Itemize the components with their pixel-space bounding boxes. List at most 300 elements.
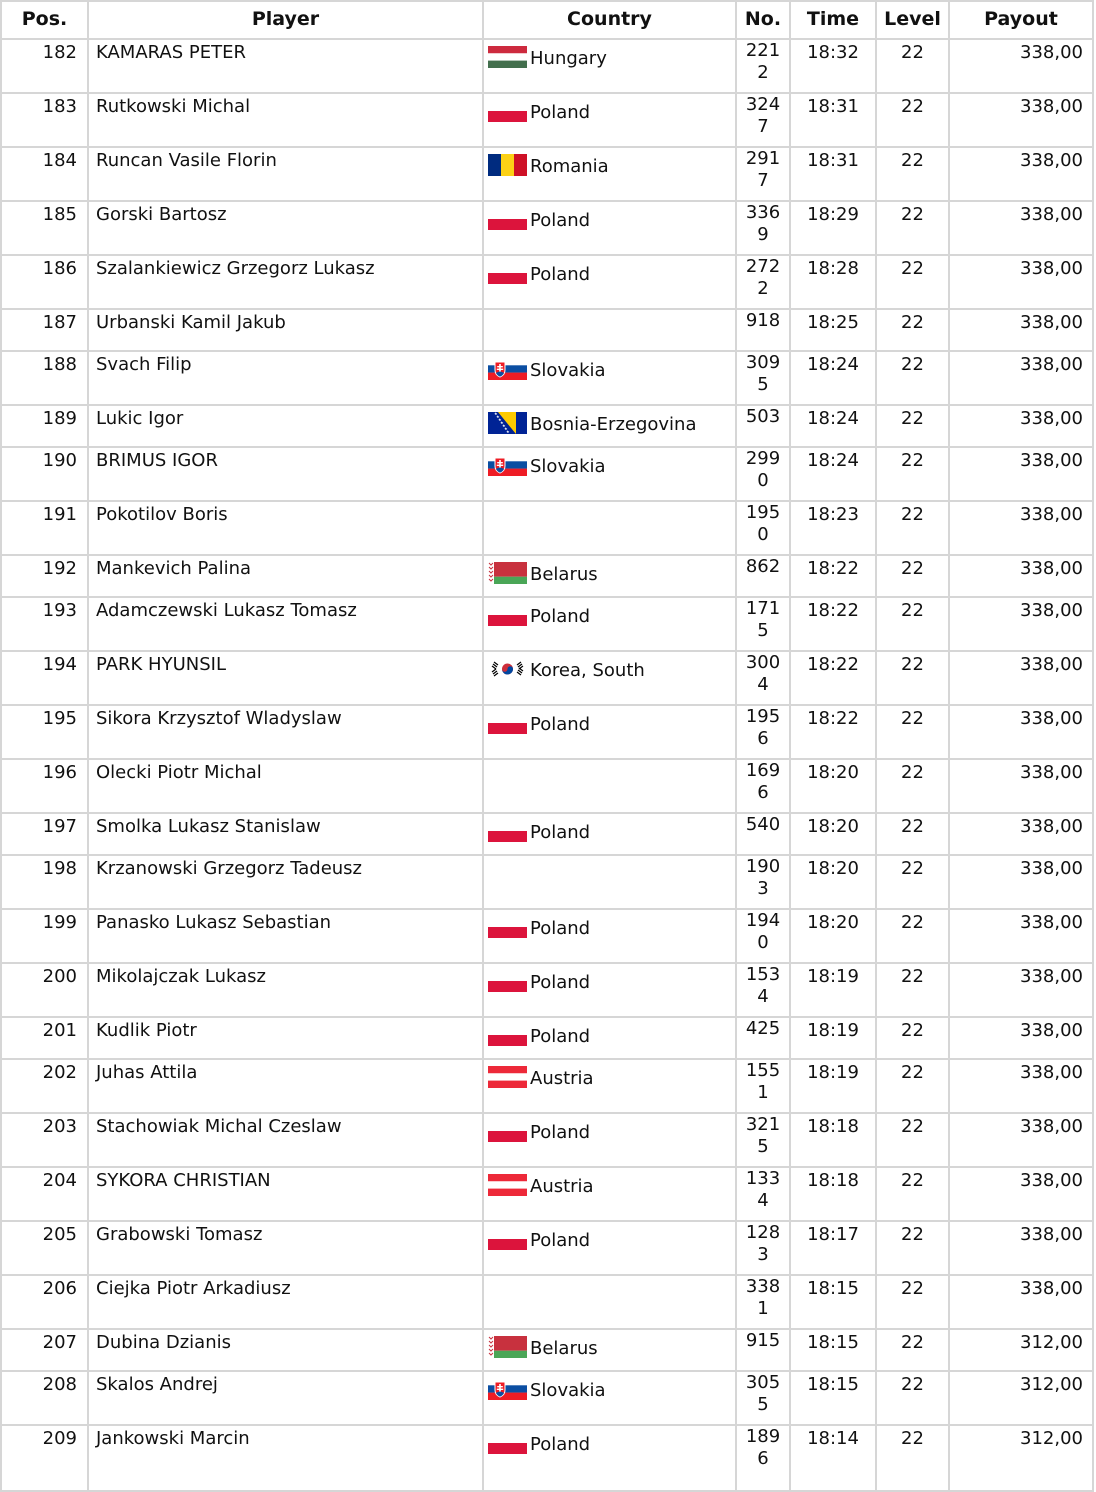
- country-cell: [483, 1113, 736, 1167]
- level-cell: 22: [876, 447, 949, 501]
- time-cell: 18:31: [790, 93, 876, 147]
- time-cell: 18:28: [790, 255, 876, 309]
- level-cell: 22: [876, 651, 949, 705]
- pos-cell: 193: [1, 597, 88, 651]
- country-cell: [483, 597, 736, 651]
- payout-cell: 312,00: [949, 1425, 1093, 1491]
- slovakia-flag-icon: [488, 358, 527, 380]
- time-cell: 18:22: [790, 651, 876, 705]
- player-cell: Sikora Krzysztof Wladyslaw: [88, 705, 483, 759]
- payout-cell: 338,00: [949, 813, 1093, 855]
- time-cell: 18:32: [790, 39, 876, 93]
- poland-flag-icon: [488, 970, 527, 992]
- country-cell: [483, 855, 736, 909]
- level-cell: 22: [876, 759, 949, 813]
- time-cell: 18:19: [790, 963, 876, 1017]
- country-name: Hungary: [530, 48, 607, 69]
- level-cell: 22: [876, 855, 949, 909]
- table-row: [1, 255, 1093, 309]
- time-cell: 18:24: [790, 405, 876, 447]
- poland-flag-icon: [488, 262, 527, 284]
- time-cell: 18:19: [790, 1017, 876, 1059]
- pos-cell: 198: [1, 855, 88, 909]
- country-cell: [483, 309, 736, 351]
- payout-cell: 338,00: [949, 963, 1093, 1017]
- country-name: Austria: [530, 1068, 594, 1089]
- no-value: 3095: [745, 352, 781, 395]
- no-value: 3381: [745, 1276, 781, 1319]
- no-value: 1940: [745, 910, 781, 953]
- payout-cell: 338,00: [949, 501, 1093, 555]
- pos-cell: 202: [1, 1059, 88, 1113]
- player-cell: Pokotilov Boris: [88, 501, 483, 555]
- time-cell: 18:14: [790, 1425, 876, 1491]
- payout-cell: 338,00: [949, 447, 1093, 501]
- country-name: Poland: [530, 822, 591, 843]
- pos-cell: 191: [1, 501, 88, 555]
- payout-cell: 338,00: [949, 909, 1093, 963]
- country-name: Poland: [530, 972, 591, 993]
- pos-cell: 204: [1, 1167, 88, 1221]
- table-row: [1, 909, 1093, 963]
- no-value: 2722: [745, 256, 781, 299]
- table-row: [1, 351, 1093, 405]
- pos-cell: 206: [1, 1275, 88, 1329]
- table-row: [1, 447, 1093, 501]
- player-cell: Svach Filip: [88, 351, 483, 405]
- romania-flag-icon: [488, 154, 527, 176]
- no-value: 3247: [745, 94, 781, 137]
- country-name: Belarus: [530, 1338, 598, 1359]
- no-cell: [736, 351, 790, 405]
- payout-cell: 338,00: [949, 147, 1093, 201]
- level-cell: 22: [876, 1017, 949, 1059]
- no-value: 1896: [745, 1426, 781, 1469]
- level-cell: 22: [876, 501, 949, 555]
- time-cell: 18:15: [790, 1329, 876, 1371]
- payout-cell: 338,00: [949, 255, 1093, 309]
- svg-text:★: ★: [504, 426, 508, 431]
- level-cell: 22: [876, 1275, 949, 1329]
- payout-cell: 338,00: [949, 597, 1093, 651]
- table-row: [1, 555, 1093, 597]
- payout-cell: 338,00: [949, 1059, 1093, 1113]
- no-cell: [736, 201, 790, 255]
- no-value: 915: [745, 1330, 781, 1351]
- country-name: Poland: [530, 1026, 591, 1047]
- poland-flag-icon: [488, 1120, 527, 1142]
- svg-text:★: ★: [506, 429, 510, 434]
- pos-cell: 189: [1, 405, 88, 447]
- header-country: Country: [483, 1, 736, 39]
- header-pos: Pos.: [1, 1, 88, 39]
- payout-cell: 338,00: [949, 1167, 1093, 1221]
- player-cell: Stachowiak Michal Czeslaw: [88, 1113, 483, 1167]
- pos-cell: 197: [1, 813, 88, 855]
- country-name: Poland: [530, 1230, 591, 1251]
- table-row: [1, 651, 1093, 705]
- time-cell: 18:20: [790, 855, 876, 909]
- south-korea-flag-icon: [488, 658, 527, 680]
- pos-cell: 185: [1, 201, 88, 255]
- no-cell: [736, 759, 790, 813]
- table-row: [1, 1371, 1093, 1425]
- no-cell: [736, 405, 790, 447]
- payout-cell: 338,00: [949, 855, 1093, 909]
- belarus-flag-icon: [488, 1336, 527, 1358]
- country-name: Poland: [530, 606, 591, 627]
- time-cell: 18:22: [790, 705, 876, 759]
- player-cell: BRIMUS IGOR: [88, 447, 483, 501]
- level-cell: 22: [876, 1425, 949, 1491]
- country-cell: [483, 1017, 736, 1059]
- svg-text:★: ★: [498, 417, 502, 422]
- payout-cell: 338,00: [949, 555, 1093, 597]
- no-cell: [736, 1329, 790, 1371]
- time-cell: 18:15: [790, 1275, 876, 1329]
- header-row: [1, 1, 1093, 39]
- player-cell: Szalankiewicz Grzegorz Lukasz: [88, 255, 483, 309]
- no-value: 540: [745, 814, 781, 835]
- player-cell: Jankowski Marcin: [88, 1425, 483, 1491]
- table-row: [1, 1113, 1093, 1167]
- country-cell: [483, 351, 736, 405]
- no-value: 1283: [745, 1222, 781, 1265]
- country-cell: [483, 705, 736, 759]
- time-cell: 18:18: [790, 1113, 876, 1167]
- pos-cell: 192: [1, 555, 88, 597]
- table-row: [1, 963, 1093, 1017]
- bosnia-flag-icon: [488, 412, 527, 434]
- table-row: [1, 39, 1093, 93]
- header-level: Level: [876, 1, 949, 39]
- no-cell: [736, 255, 790, 309]
- table-row: [1, 93, 1093, 147]
- poland-flag-icon: [488, 916, 527, 938]
- no-value: 3215: [745, 1114, 781, 1157]
- no-value: 1715: [745, 598, 781, 641]
- payout-cell: 338,00: [949, 1275, 1093, 1329]
- no-cell: [736, 501, 790, 555]
- country-cell: [483, 651, 736, 705]
- player-cell: KAMARAS PETER: [88, 39, 483, 93]
- country-name: Slovakia: [530, 456, 606, 477]
- no-cell: [736, 963, 790, 1017]
- pos-cell: 195: [1, 705, 88, 759]
- slovakia-flag-icon: [488, 454, 527, 476]
- payout-cell: 338,00: [949, 39, 1093, 93]
- level-cell: 22: [876, 1113, 949, 1167]
- poland-flag-icon: [488, 100, 527, 122]
- country-cell: [483, 1329, 736, 1371]
- table-row: [1, 597, 1093, 651]
- no-cell: [736, 93, 790, 147]
- country-name: Poland: [530, 264, 591, 285]
- pos-cell: 196: [1, 759, 88, 813]
- time-cell: 18:18: [790, 1167, 876, 1221]
- no-value: 918: [745, 310, 781, 331]
- table-row: [1, 501, 1093, 555]
- no-cell: [736, 1275, 790, 1329]
- svg-text:★: ★: [502, 423, 506, 428]
- table-body: [1, 39, 1093, 1491]
- table-row: [1, 813, 1093, 855]
- level-cell: 22: [876, 555, 949, 597]
- time-cell: 18:20: [790, 759, 876, 813]
- svg-text:★: ★: [500, 420, 504, 425]
- time-cell: 18:29: [790, 201, 876, 255]
- country-cell: [483, 1059, 736, 1113]
- level-cell: 22: [876, 1167, 949, 1221]
- country-name: Poland: [530, 102, 591, 123]
- country-cell: [483, 255, 736, 309]
- level-cell: 22: [876, 963, 949, 1017]
- table-row: [1, 309, 1093, 351]
- no-value: 1950: [745, 502, 781, 545]
- header-time: Time: [790, 1, 876, 39]
- country-cell: [483, 1221, 736, 1275]
- pos-cell: 194: [1, 651, 88, 705]
- level-cell: 22: [876, 405, 949, 447]
- no-cell: [736, 555, 790, 597]
- no-value: 503: [745, 406, 781, 427]
- country-cell: [483, 93, 736, 147]
- country-cell: [483, 201, 736, 255]
- time-cell: 18:20: [790, 813, 876, 855]
- country-name: Slovakia: [530, 360, 606, 381]
- table-row: [1, 405, 1093, 447]
- country-cell: [483, 447, 736, 501]
- country-name: Austria: [530, 1176, 594, 1197]
- time-cell: 18:22: [790, 555, 876, 597]
- level-cell: 22: [876, 813, 949, 855]
- no-value: 2990: [745, 448, 781, 491]
- level-cell: 22: [876, 1329, 949, 1371]
- country-cell: [483, 909, 736, 963]
- country-name: Poland: [530, 1122, 591, 1143]
- payout-cell: 338,00: [949, 651, 1093, 705]
- pos-cell: 186: [1, 255, 88, 309]
- country-cell: [483, 963, 736, 1017]
- no-cell: [736, 1167, 790, 1221]
- no-cell: [736, 1425, 790, 1491]
- header-no: No.: [736, 1, 790, 39]
- payout-cell: 338,00: [949, 405, 1093, 447]
- poland-flag-icon: [488, 1432, 527, 1454]
- no-cell: [736, 909, 790, 963]
- player-cell: PARK HYUNSIL: [88, 651, 483, 705]
- table-row: [1, 1167, 1093, 1221]
- austria-flag-icon: [488, 1174, 527, 1196]
- country-cell: [483, 1425, 736, 1491]
- table-row: [1, 147, 1093, 201]
- level-cell: 22: [876, 201, 949, 255]
- player-cell: Juhas Attila: [88, 1059, 483, 1113]
- no-cell: [736, 705, 790, 759]
- country-name: Poland: [530, 210, 591, 231]
- no-cell: [736, 1371, 790, 1425]
- pos-cell: 184: [1, 147, 88, 201]
- no-value: 425: [745, 1018, 781, 1039]
- country-name: Poland: [530, 714, 591, 735]
- payout-cell: 312,00: [949, 1329, 1093, 1371]
- pos-cell: 187: [1, 309, 88, 351]
- country-name: Korea, South: [530, 660, 645, 681]
- pos-cell: 203: [1, 1113, 88, 1167]
- payout-cell: 338,00: [949, 201, 1093, 255]
- no-value: 1903: [745, 856, 781, 899]
- payout-cell: 312,00: [949, 1371, 1093, 1425]
- country-cell: [483, 501, 736, 555]
- country-name: Slovakia: [530, 1380, 606, 1401]
- time-cell: 18:22: [790, 597, 876, 651]
- country-name: Bosnia-Erzegovina: [530, 414, 697, 435]
- no-cell: [736, 1221, 790, 1275]
- payout-cell: 338,00: [949, 309, 1093, 351]
- time-cell: 18:24: [790, 351, 876, 405]
- pos-cell: 209: [1, 1425, 88, 1491]
- time-cell: 18:25: [790, 309, 876, 351]
- no-value: 2212: [745, 40, 781, 83]
- pos-cell: 201: [1, 1017, 88, 1059]
- player-cell: Lukic Igor: [88, 405, 483, 447]
- level-cell: 22: [876, 705, 949, 759]
- level-cell: 22: [876, 351, 949, 405]
- level-cell: 22: [876, 909, 949, 963]
- pos-cell: 207: [1, 1329, 88, 1371]
- pos-cell: 188: [1, 351, 88, 405]
- table-row: [1, 1275, 1093, 1329]
- table-row: [1, 1221, 1093, 1275]
- slovakia-flag-icon: [488, 1378, 527, 1400]
- no-value: 1956: [745, 706, 781, 749]
- svg-text:★: ★: [496, 414, 500, 419]
- belarus-flag-icon: [488, 562, 527, 584]
- time-cell: 18:17: [790, 1221, 876, 1275]
- no-cell: [736, 147, 790, 201]
- player-cell: Smolka Lukasz Stanislaw: [88, 813, 483, 855]
- table-row: [1, 1425, 1093, 1491]
- payout-cell: 338,00: [949, 1221, 1093, 1275]
- table-row: [1, 1017, 1093, 1059]
- player-cell: Gorski Bartosz: [88, 201, 483, 255]
- no-value: 1696: [745, 760, 781, 803]
- no-value: 1334: [745, 1168, 781, 1211]
- no-cell: [736, 309, 790, 351]
- level-cell: 22: [876, 39, 949, 93]
- no-cell: [736, 1113, 790, 1167]
- country-name: Poland: [530, 1434, 591, 1455]
- table-row: [1, 759, 1093, 813]
- table-row: [1, 1059, 1093, 1113]
- no-value: 3055: [745, 1372, 781, 1415]
- country-name: Poland: [530, 918, 591, 939]
- level-cell: 22: [876, 93, 949, 147]
- level-cell: 22: [876, 597, 949, 651]
- table-row: [1, 1329, 1093, 1371]
- poland-flag-icon: [488, 820, 527, 842]
- pos-cell: 199: [1, 909, 88, 963]
- player-cell: SYKORA CHRISTIAN: [88, 1167, 483, 1221]
- no-value: 1551: [745, 1060, 781, 1103]
- country-cell: [483, 813, 736, 855]
- country-cell: [483, 147, 736, 201]
- level-cell: 22: [876, 1371, 949, 1425]
- level-cell: 22: [876, 1221, 949, 1275]
- player-cell: Panasko Lukasz Sebastian: [88, 909, 483, 963]
- header-payout: Payout: [949, 1, 1093, 39]
- poland-flag-icon: [488, 1228, 527, 1250]
- player-cell: Runcan Vasile Florin: [88, 147, 483, 201]
- player-cell: Skalos Andrej: [88, 1371, 483, 1425]
- no-value: 862: [745, 556, 781, 577]
- pos-cell: 190: [1, 447, 88, 501]
- country-cell: [483, 39, 736, 93]
- pos-cell: 208: [1, 1371, 88, 1425]
- time-cell: 18:20: [790, 909, 876, 963]
- player-cell: Urbanski Kamil Jakub: [88, 309, 483, 351]
- no-cell: [736, 597, 790, 651]
- no-cell: [736, 39, 790, 93]
- pos-cell: 200: [1, 963, 88, 1017]
- player-cell: Ciejka Piotr Arkadiusz: [88, 1275, 483, 1329]
- payout-cell: 338,00: [949, 93, 1093, 147]
- payout-cell: 338,00: [949, 705, 1093, 759]
- level-cell: 22: [876, 255, 949, 309]
- country-cell: [483, 1275, 736, 1329]
- pos-cell: 183: [1, 93, 88, 147]
- player-cell: Adamczewski Lukasz Tomasz: [88, 597, 483, 651]
- time-cell: 18:31: [790, 147, 876, 201]
- no-cell: [736, 651, 790, 705]
- time-cell: 18:23: [790, 501, 876, 555]
- time-cell: 18:15: [790, 1371, 876, 1425]
- no-value: 3369: [745, 202, 781, 245]
- no-cell: [736, 813, 790, 855]
- poland-flag-icon: [488, 208, 527, 230]
- level-cell: 22: [876, 309, 949, 351]
- table-row: [1, 855, 1093, 909]
- svg-text:★: ★: [494, 412, 498, 416]
- no-cell: [736, 447, 790, 501]
- player-cell: Mankevich Palina: [88, 555, 483, 597]
- pos-cell: 182: [1, 39, 88, 93]
- player-cell: Rutkowski Michal: [88, 93, 483, 147]
- player-cell: Mikolajczak Lukasz: [88, 963, 483, 1017]
- austria-flag-icon: [488, 1066, 527, 1088]
- country-cell: [483, 1371, 736, 1425]
- country-name: Romania: [530, 156, 609, 177]
- payout-cell: 338,00: [949, 1113, 1093, 1167]
- country-cell: [483, 1167, 736, 1221]
- poland-flag-icon: [488, 712, 527, 734]
- no-cell: [736, 1017, 790, 1059]
- level-cell: 22: [876, 1059, 949, 1113]
- table-row: [1, 201, 1093, 255]
- pos-cell: 205: [1, 1221, 88, 1275]
- time-cell: 18:24: [790, 447, 876, 501]
- player-cell: Grabowski Tomasz: [88, 1221, 483, 1275]
- payout-cell: 338,00: [949, 759, 1093, 813]
- country-cell: [483, 555, 736, 597]
- payout-cell: 338,00: [949, 351, 1093, 405]
- country-cell: [483, 405, 736, 447]
- player-cell: Kudlik Piotr: [88, 1017, 483, 1059]
- no-cell: [736, 1059, 790, 1113]
- poland-flag-icon: [488, 604, 527, 626]
- payout-cell: 338,00: [949, 1017, 1093, 1059]
- table-row: [1, 705, 1093, 759]
